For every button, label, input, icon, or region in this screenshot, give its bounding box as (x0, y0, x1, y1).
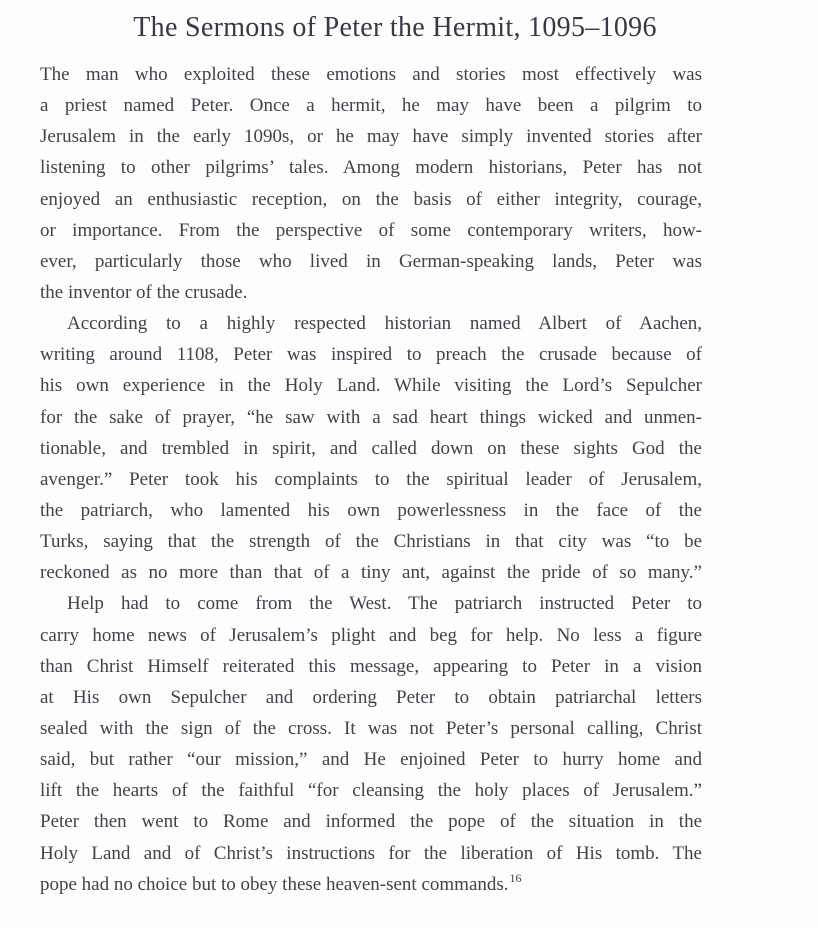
text-line: Holy Land and of Christ’s instructions for the liberation of His tomb. The (40, 842, 702, 864)
text-line: reckoned as no more than that of a tiny ant, against the pride of so many.” (40, 562, 702, 584)
text-line: at His own Sepulcher and ordering Peter to obtain patriarchal letters (40, 686, 702, 708)
text-line: sealed with the sign of the cross. It was not Peter’s personal calling, Christ (40, 713, 702, 744)
text-line: listening to other pilgrims’ tales. Among modern historians, Peter has not (40, 157, 702, 179)
text-line: lift the hearts of the faithful “for cleansing the holy places of Jerusalem.” (40, 780, 702, 802)
page-title: The Sermons of Peter the Hermit, 1095–1096 (133, 12, 657, 43)
text-line: ever, particularly those who lived in German-speaking lands, Peter was (40, 250, 702, 272)
body-text (40, 59, 702, 900)
text-line: Peter then went to Rome and informed the pope of the situation in the (40, 811, 702, 833)
paragraph-3 (40, 588, 702, 899)
paragraph-2 (40, 308, 702, 588)
text-line: said, but rather “our mission,” and He enjoined Peter to hurry home and (40, 749, 702, 771)
footnote-marker: 16 (509, 871, 522, 886)
text-line: than Christ Himself reiterated this message, appearing to Peter in a vision (40, 655, 702, 677)
text-line: his own experience in the Holy Land. While visiting the Lord’s Sepulcher (40, 375, 702, 397)
text-line: for the sake of prayer, “he saw with a sad heart things wicked and unmen- (40, 402, 702, 433)
text-line: or importance. From the perspective of some contemporary writers, how- (40, 219, 702, 241)
text-line: According to a highly respected historian named Albert of Aachen, (67, 313, 702, 335)
last-line-text: pope had no choice but to obey these heaven-sent commands. (40, 873, 509, 895)
text-line (40, 869, 702, 900)
text-line: carry home news of Jerusalem’s plight and beg for help. No less a figure (40, 624, 702, 646)
paragraph-1 (40, 59, 702, 308)
text-line: the inventor of the crusade. (40, 281, 248, 303)
text-line: a priest named Peter. Once a hermit, he may have been a pilgrim to (40, 95, 702, 117)
text-line: tionable, and trembled in spirit, and called down on these sights God the (40, 437, 702, 459)
text-line: the patriarch, who lamented his own powerlessness in the face of the (40, 495, 702, 526)
text-line: writing around 1108, Peter was inspired to preach the crusade because of (40, 344, 702, 366)
text-line: Jerusalem in the early 1090s, or he may have simply invented stories after (40, 126, 702, 148)
text-line: enjoyed an enthusiastic reception, on the basis of either integrity, courage, (40, 184, 702, 215)
text-line: The man who exploited these emotions and stories most effectively was (40, 59, 702, 90)
text-line: Help had to come from the West. The patriarch instructed Peter to (67, 593, 702, 615)
text-line: avenger.” Peter took his complaints to the spiritual leader of Jerusalem, (40, 468, 702, 490)
text-line: Turks, saying that the strength of the Christians in that city was “to be (40, 531, 702, 553)
